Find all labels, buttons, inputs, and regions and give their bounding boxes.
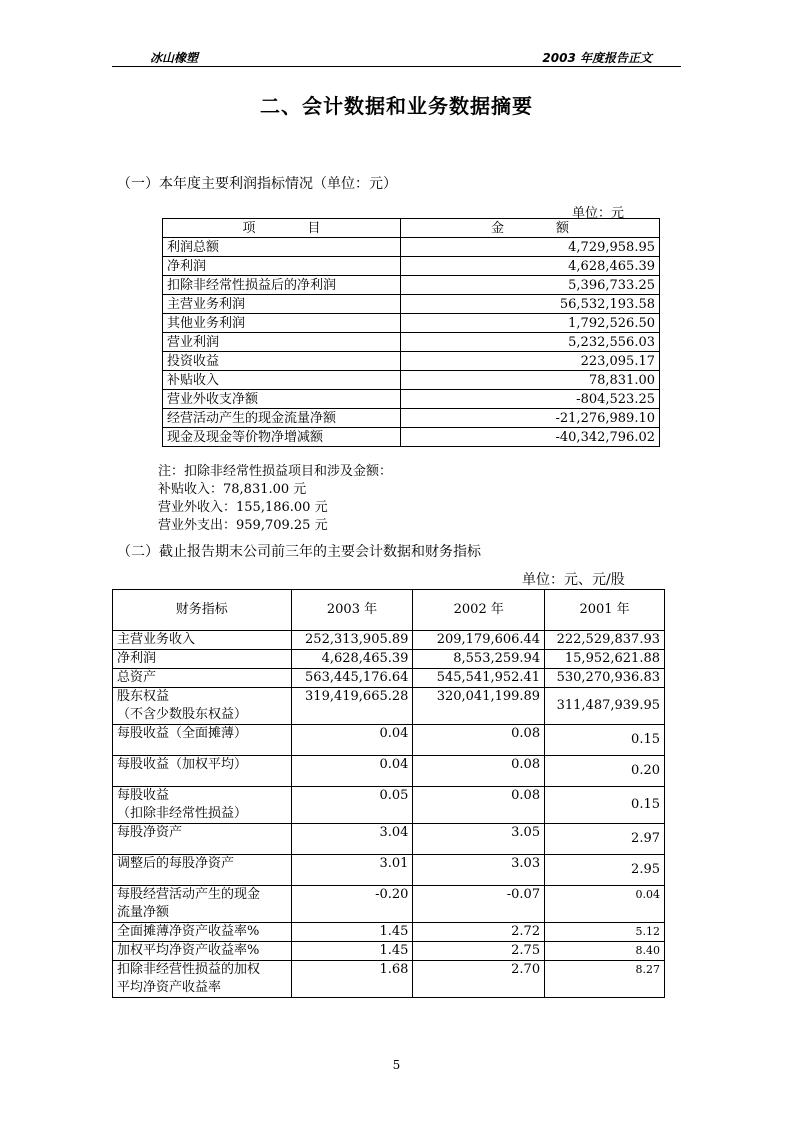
table-row (163, 238, 660, 257)
value-2001: 2.97 (545, 824, 665, 855)
value-2002: 2.75 (413, 942, 545, 961)
value-2002: 320,041,199.89 (413, 688, 545, 725)
note-line: 营业外支出：959,709.25 元 (158, 518, 328, 533)
value-2002: 3.03 (413, 855, 545, 886)
value-2003: 1.45 (291, 942, 413, 961)
row-label: 其他业务利润 (163, 314, 401, 333)
value-2001: 8.40 (545, 942, 665, 961)
row-label: 主营业务利润 (163, 295, 401, 314)
section1-heading: （一）本年度主要利润指标情况（单位：元） (117, 176, 397, 192)
table-header-row (113, 590, 665, 631)
indicator-label-line1: 每股收益 (117, 788, 170, 803)
row-label: 投资收益 (163, 352, 401, 371)
indicator-label (113, 923, 292, 942)
value-2003: 252,313,905.89 (291, 631, 413, 650)
table-row (163, 257, 660, 276)
header-report-title: 2003 年度报告正文 (542, 51, 652, 65)
table-row (163, 371, 660, 390)
row-value: 223,095.17 (401, 352, 660, 371)
value-2001: 0.04 (545, 886, 665, 923)
value-2003: 3.04 (291, 824, 413, 855)
table-row (163, 276, 660, 295)
indicator-label (113, 650, 292, 669)
indicator-label (113, 961, 292, 998)
indicator-label-line1: 每股经营活动产生的现金 (117, 887, 261, 902)
table-row (113, 688, 665, 725)
value-2001: 530,270,936.83 (545, 669, 665, 688)
indicator-label-line2: 平均净资产收益率 (117, 980, 222, 995)
value-2002: -0.07 (413, 886, 545, 923)
col-header-indicator: 财务指标 (113, 590, 292, 631)
value-2002: 0.08 (413, 787, 545, 824)
row-value: 1,792,526.50 (401, 314, 660, 333)
header-rule (112, 66, 681, 67)
value-2003: 319,419,665.28 (291, 688, 413, 725)
value-2001: 222,529,837.93 (545, 631, 665, 650)
table-row (113, 756, 665, 787)
value-2002: 2.72 (413, 923, 545, 942)
row-value: 5,232,556.03 (401, 333, 660, 352)
table-row (113, 855, 665, 886)
value-2003: 0.04 (291, 756, 413, 787)
table-row (163, 295, 660, 314)
row-value: 56,532,193.58 (401, 295, 660, 314)
indicator-label-line1: 总资产 (117, 670, 157, 685)
indicator-label (113, 688, 292, 725)
value-2003: 4,628,465.39 (291, 650, 413, 669)
indicator-label-line1: 主营业务收入 (117, 632, 196, 647)
table-row (113, 923, 665, 942)
table-row (113, 631, 665, 650)
header-company: 冰山橡塑 (150, 51, 199, 65)
row-label: 营业外收支净额 (163, 390, 401, 409)
row-value: 4,729,958.95 (401, 238, 660, 257)
indicator-label-line2: 流量净额 (117, 905, 170, 920)
profit-table (162, 218, 660, 447)
indicator-label-line1: 每股收益（全面摊薄） (117, 726, 248, 741)
indicator-label-line1: 扣除非经营性损益的加权 (117, 962, 261, 977)
table-row (163, 390, 660, 409)
value-2003: -0.20 (291, 886, 413, 923)
page-title: 二、会计数据和业务数据摘要 (260, 94, 533, 118)
row-label: 营业利润 (163, 333, 401, 352)
indicator-label (113, 824, 292, 855)
value-2002: 209,179,606.44 (413, 631, 545, 650)
value-2001: 8.27 (545, 961, 665, 998)
col-header-2003: 2003 年 (291, 590, 413, 631)
section2-heading: （二）截止报告期末公司前三年的主要会计数据和财务指标 (117, 544, 481, 560)
indicator-label (113, 756, 292, 787)
table-row (163, 409, 660, 428)
indicator-label-line1: 每股净资产 (117, 825, 183, 840)
table-row (113, 669, 665, 688)
section2-unit: 单位：元、元/股 (522, 572, 625, 588)
value-2001: 0.15 (545, 725, 665, 756)
note-line: 补贴收入：78,831.00 元 (158, 482, 307, 497)
row-value: 5,396,733.25 (401, 276, 660, 295)
indicator-label-line1: 每股收益（加权平均） (117, 757, 248, 772)
indicator-label-line1: 净利润 (117, 651, 157, 666)
section1-unit: 单位：元 (572, 206, 625, 221)
financial-indicators-table (112, 589, 665, 998)
table-row (163, 352, 660, 371)
value-2002: 0.08 (413, 725, 545, 756)
value-2002: 8,553,259.94 (413, 650, 545, 669)
table-row (113, 725, 665, 756)
value-2003: 1.45 (291, 923, 413, 942)
value-2002: 2.70 (413, 961, 545, 998)
value-2002: 0.08 (413, 756, 545, 787)
value-2003: 0.05 (291, 787, 413, 824)
row-label: 经营活动产生的现金流量净额 (163, 409, 401, 428)
value-2001: 0.15 (545, 787, 665, 824)
indicator-label (113, 886, 292, 923)
indicator-label (113, 631, 292, 650)
table-row (163, 333, 660, 352)
table-row (113, 961, 665, 998)
indicator-label-line1: 股东权益 (117, 689, 170, 704)
indicator-label (113, 942, 292, 961)
value-2001: 5.12 (545, 923, 665, 942)
value-2001: 311,487,939.95 (545, 688, 665, 725)
value-2002: 3.05 (413, 824, 545, 855)
row-label: 利润总额 (163, 238, 401, 257)
table-row (163, 428, 660, 447)
col-header-amount: 金 额 (401, 219, 660, 238)
value-2002: 545,541,952.41 (413, 669, 545, 688)
table-row (113, 942, 665, 961)
indicator-label-line2: （不含少数股东权益） (117, 707, 248, 722)
page-number: 5 (392, 1058, 401, 1072)
row-value: 4,628,465.39 (401, 257, 660, 276)
table-row (163, 314, 660, 333)
col-header-item: 项 目 (163, 219, 401, 238)
indicator-label-line2: （扣除非经常性损益） (117, 806, 248, 821)
indicator-label (113, 855, 292, 886)
table-row (113, 650, 665, 669)
table-row (113, 886, 665, 923)
value-2003: 1.68 (291, 961, 413, 998)
value-2003: 0.04 (291, 725, 413, 756)
note-line: 营业外收入：155,186.00 元 (158, 500, 328, 515)
table-header-row (163, 219, 660, 238)
row-label: 现金及现金等价物净增减额 (163, 428, 401, 447)
row-value: -40,342,796.02 (401, 428, 660, 447)
indicator-label (113, 787, 292, 824)
row-value: 78,831.00 (401, 371, 660, 390)
indicator-label-line1: 调整后的每股净资产 (117, 856, 235, 871)
col-header-2002: 2002 年 (413, 590, 545, 631)
value-2001: 0.20 (545, 756, 665, 787)
row-value: -21,276,989.10 (401, 409, 660, 428)
indicator-label (113, 725, 292, 756)
value-2003: 3.01 (291, 855, 413, 886)
row-value: -804,523.25 (401, 390, 660, 409)
indicator-label-line1: 全面摊薄净资产收益率% (117, 924, 260, 939)
value-2001: 2.95 (545, 855, 665, 886)
value-2003: 563,445,176.64 (291, 669, 413, 688)
note-line: 注：扣除非经常性损益项目和涉及金额： (158, 464, 393, 479)
row-label: 净利润 (163, 257, 401, 276)
indicator-label-line1: 加权平均净资产收益率% (117, 943, 260, 958)
col-header-2001: 2001 年 (545, 590, 665, 631)
row-label: 补贴收入 (163, 371, 401, 390)
row-label: 扣除非经常性损益后的净利润 (163, 276, 401, 295)
indicator-label (113, 669, 292, 688)
table-row (113, 824, 665, 855)
table-row (113, 787, 665, 824)
value-2001: 15,952,621.88 (545, 650, 665, 669)
